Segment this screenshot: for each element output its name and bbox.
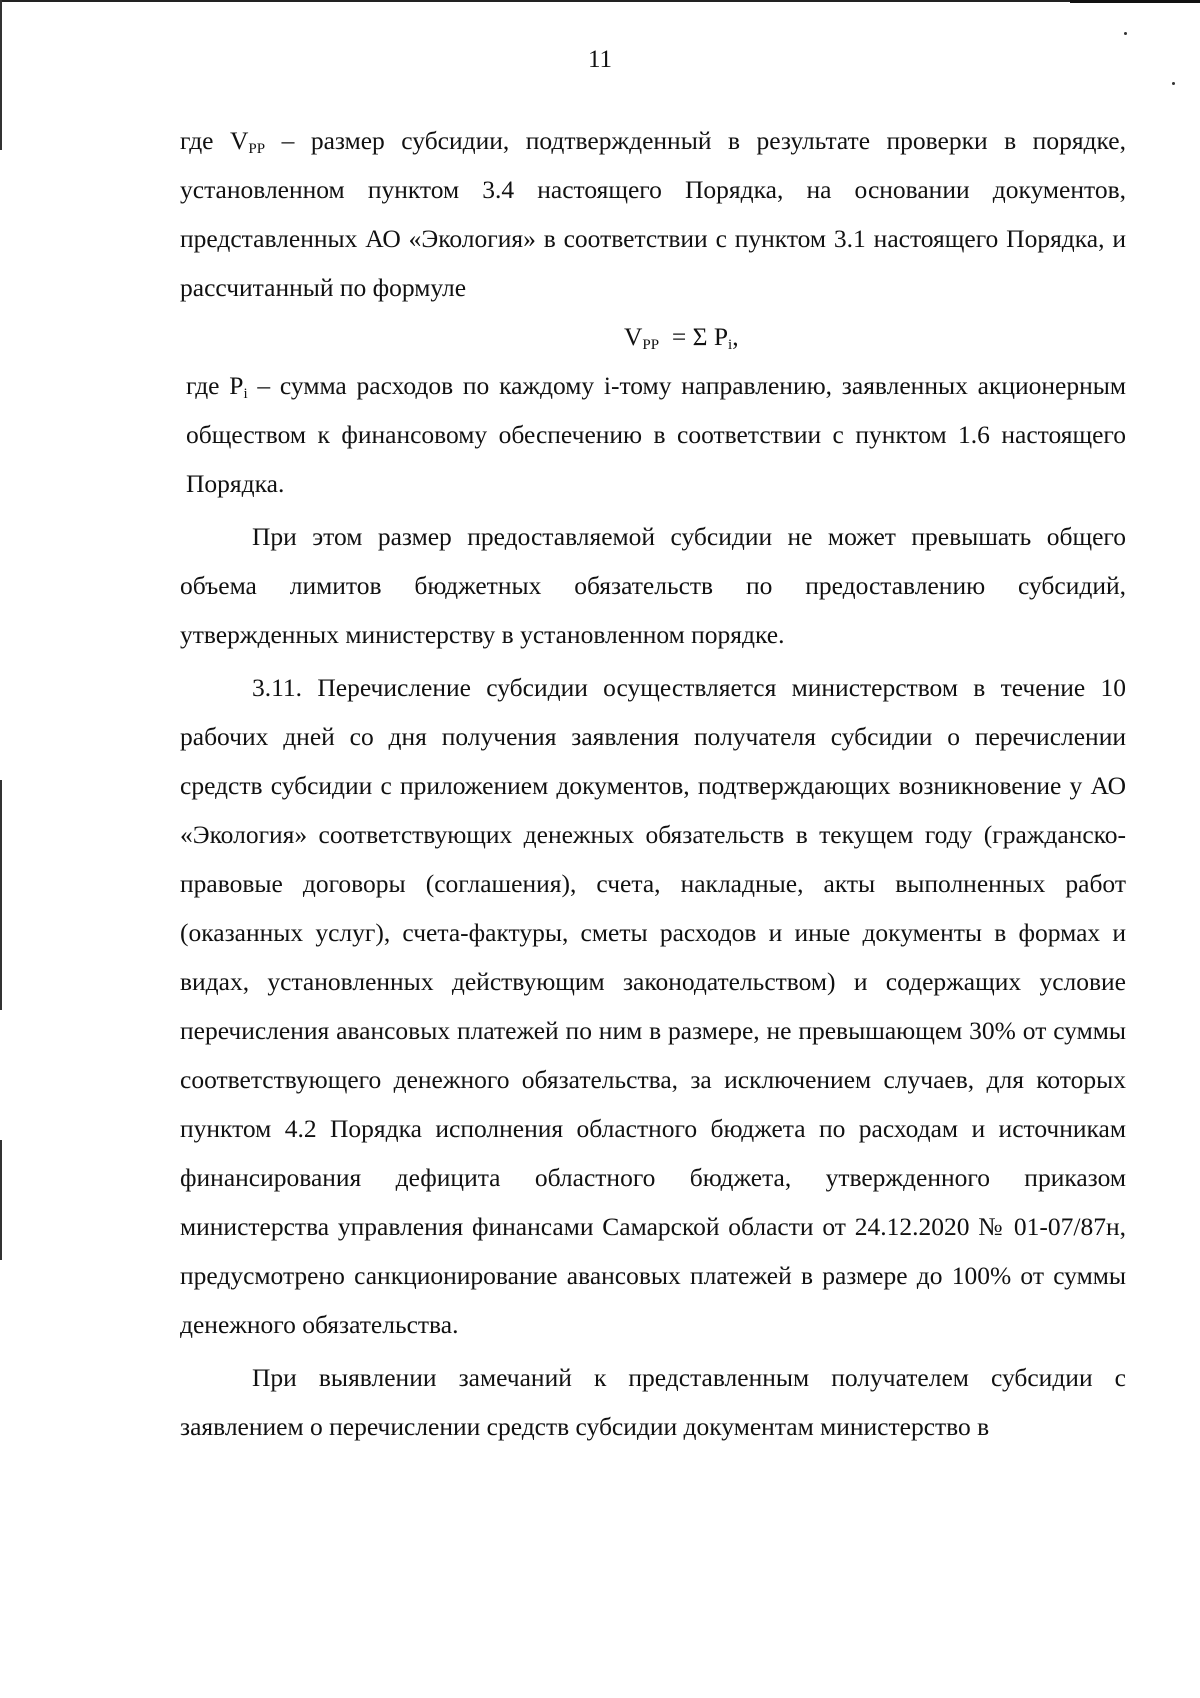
paragraph-clause-3-11: 3.11. Перечисление субсидии осуществляется министерством в течение 10 рабочих дней со дня получения заявления получателя субсидии о перечислении средств субсидии с приложением документов, подтверждающих возникновение у АО «Экология» соответствующих денежных обязательств в текущем году (гражданско-правовые договоры (соглашения), счета, накладные, акты выполненных работ (оказанных услуг), счета-фактуры, сметы расходов и иные документы в формах и видах, установленных действующим законодательством) и содержащих условие перечисления авансовых платежей по ним в размере, не превышающем 30% от суммы соответствующего денежного обязательства, за исключением случаев, для которых пунктом 4.2 Порядка исполнения областного бюджета по расходам и источникам финансирования дефицита областного бюджета, утвержденного приказом министерства управления финансами Самарской области от 24.12.2020 № 01-07/87н, предусмотрено санкционирование авансовых платежей в размере до 100% от суммы денежного обязательства. <box>180 673 1126 1339</box>
scan-border-left-middle <box>0 780 2 1010</box>
formula-operator: = Σ P <box>659 322 729 351</box>
scan-border-top <box>0 0 1070 2</box>
scan-border-left-lower <box>0 1140 2 1260</box>
text-run: – размер субсидии, подтвержденный в результате проверки в порядке, установленном пунктом 3.4 настоящего Порядка, на основании документов, представленных АО «Экология» в соответствии с пунктом 3.1 настоящего Порядка, и рассчитанный по формуле <box>180 126 1126 302</box>
scan-border-top-right <box>1070 0 1200 3</box>
text-run: – сумма расходов по каждому i-тому направлению, заявленных акционерным обществом к финансовому обеспечению в соответствии с пунктом 1.6 настоящего Порядка. <box>186 371 1127 498</box>
scan-border-left-upper <box>0 0 2 150</box>
text-run: где P <box>186 371 244 400</box>
formula-end: , <box>732 322 739 351</box>
subscript: PP <box>248 141 266 157</box>
text-run: где V <box>180 126 249 155</box>
subscript: i <box>728 337 733 353</box>
formula-variable: V <box>624 322 643 351</box>
document-body <box>180 116 1126 1451</box>
paragraph-pi-definition <box>180 361 1126 508</box>
subscript: PP <box>642 337 660 353</box>
scan-dot <box>1124 32 1127 35</box>
paragraph-vpp-definition <box>180 116 1126 312</box>
page-number: 11 <box>587 46 613 73</box>
paragraph-limit: При этом размер предоставляемой субсидии не может превышать общего объема лимитов бюджетных обязательств по предоставлению субсидий, утвержденных министерству в установленном порядке. <box>180 522 1126 649</box>
paragraph-remarks: При выявлении замечаний к представленным получателем субсидии с заявлением о перечислении средств субсидии документам министерство в <box>180 1363 1126 1441</box>
formula <box>180 312 1126 361</box>
scan-dot <box>1172 82 1175 85</box>
subscript: i <box>243 386 248 402</box>
